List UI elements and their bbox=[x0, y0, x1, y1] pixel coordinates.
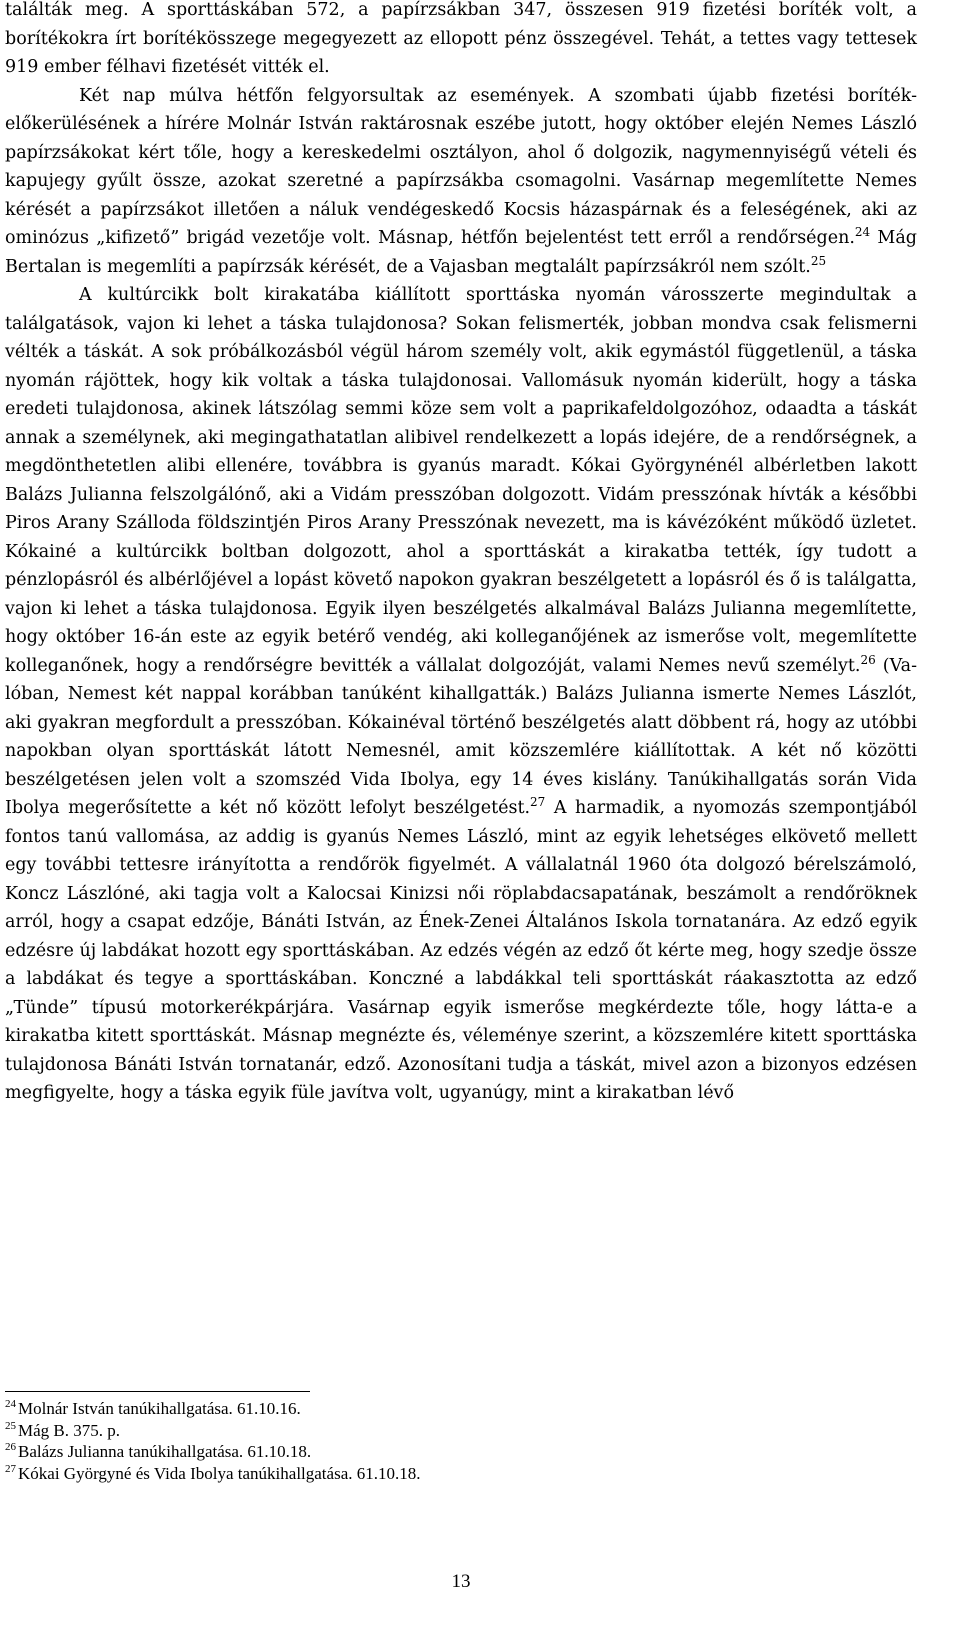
footnote-text: Balázs Julianna tanúkihallgatása. 61.10.18. bbox=[18, 1442, 312, 1461]
paragraph-text: A harmadik, a nyomozás szempontjából fontos tanú vallomása, az addig is gyanús Nemes László, mint az egyik lehetséges elkövető mellett egy további tettesre irányította a rendőrök figyelmét. A vállalatnál 1960 óta dolgozó bérelszámoló, Koncz Lászlóné, aki tagja volt a Kalocsai Kinizsi női röplabdacsapatának, beszámolt a rendőröknek arról, hogy a csapat edzője, Bánáti István, az Ének-Zenei Általános Iskola tornatanára. Az edző egyik edzésre új labdákat hozott egy sporttáskában. Az edzés végén az edző őt kérte meg, hogy szedje össze a labdákat és tegye a sporttáskában. Konczné a labdákkal teli sporttáskát ráakasztotta az edző „Tünde” típusú motorkerékpárjára. Vasárnap egyik ismerőse megkérdezte tőle, hogy látta-e a kirakatba kitett sporttáskát. Másnap megnézte és, véleménye szerint, a közszemlére kitett sporttáska tulajdonosa Bánáti István tornatanár, edző. Azonosítani tudja a táskát, mivel azon a bizonyos edzésen megfigyelte, hogy a táska egyik füle javítva volt, ugyanúgy, mint a kirakatban lévő bbox=[5, 798, 917, 1103]
body-text bbox=[5, 0, 917, 1108]
footnote-text: Molnár István tanúkihallgatása. 61.10.16. bbox=[18, 1399, 301, 1418]
footnote bbox=[5, 1463, 917, 1485]
footnote-reference[interactable]: 25 bbox=[810, 253, 827, 268]
footnote-text: Mág B. 375. p. bbox=[18, 1420, 120, 1440]
footnote-divider bbox=[5, 1391, 310, 1392]
paragraph-continuation bbox=[5, 0, 917, 82]
footnote-reference[interactable]: 26 bbox=[860, 652, 876, 667]
page-number: 13 bbox=[451, 1571, 471, 1592]
footnote-text: Kókai Györgyné és Vida Ibolya tanúkihallgatása. 61.10.18. bbox=[18, 1463, 421, 1483]
footnote-number: 27 bbox=[5, 1462, 16, 1475]
paragraph bbox=[5, 281, 917, 1108]
paragraph-text: Két nap múlva hétfőn felgyorsultak az események. A szombati újabb fizetési boríték-előkerülésének a hírére Molnár István raktárosnak eszébe jutott, hogy október elején Nemes László papírzsákokat kért tőle, hogy a kereskedelmi osztályon, ahol ő dolgozik, nagymennyiségű vételi és kapujegy gyűlt össze, azokat szeretné a papírzsákba csomagolni. Vasárnap megemlítette Nemes kérését a papírzsákot illetően a náluk vendégeskedő Kocsis házaspárnak és a feleségének, aki az ominózus „kifizető” brigád vezetője volt. Másnap, hétfőn bejelentést tett erről a rendőrségen. bbox=[5, 85, 917, 248]
footnote bbox=[5, 1398, 917, 1420]
footnote bbox=[5, 1420, 917, 1442]
footnote-number: 26 bbox=[5, 1441, 16, 1453]
paragraph-text: Mág Bertalan is megemlíti a papírzsák kérését, de a Vajasban megtalált papírzsákról nem szólt. bbox=[5, 228, 917, 277]
footnote-number: 25 bbox=[5, 1419, 16, 1432]
paragraph-text: (Valóban, Nemest két nappal korábban tanúként kihallgatták.) Balázs Julianna ismerte Nemes Lászlót, aki gyakran megfordult a presszóban. Kókainéval történő beszélgetés alatt döbbent rá, hogy az utóbbi napokban olyan sporttáskát látott Nemesnél, amit közszemlére kiállítottak. A két nő közötti beszélgetésen jelen volt a szomszéd Vida Ibolya, egy 14 éves kislány. Tanúkihallgatás során Vida Ibolya megerősítette a két nő között lefolyt beszélgetést. bbox=[5, 655, 917, 818]
footnote bbox=[5, 1441, 917, 1463]
footnote-reference[interactable]: 24 bbox=[854, 225, 871, 239]
document-page bbox=[5, 0, 917, 1640]
footnotes bbox=[5, 1398, 917, 1484]
paragraph-text: találták meg. A sporttáskában 572, a papírzsákban 347, összesen 919 fizetési boríték volt, a borítékokra írt borítékösszege megegyezett az ellopott pénz összegével. Tehát, a tettes vagy tettesek 919 ember félhavi fizetését vitték el. bbox=[5, 0, 917, 77]
paragraph-text: A kultúrcikk bolt kirakatába kiállított sporttáska nyomán városszerte megindultak a találgatások, vajon ki lehet a táska tulajdonosa? Sokan felismerték, jobban mondva csak felismerni vélték a táskát. A sok próbálkozásból végül három személy volt, akik egymástól függetlenül, a táska nyomán rájöttek, hogy kik voltak a táska tulajdonosai. Vallomásuk nyomán kiderült, hogy a táska eredeti tulajdonosa, akinek látszólag semmi köze sem volt a paprikafeldolgozóhoz, odaadta a táskát annak a személynek, aki megingathatatlan alibivel rendelkezett a lopás idejére, de a rendőrségnek, a megdönthetetlen alibi ellenére, továbbra is gyanús maradt. Kókai Györgynénél albérletben lakott Balázs Julianna felszolgálónő, aki a Vidám presszóban dolgozott. Vidám presszónak hívták a későbbi Piros Arany Szálloda földszintjén Piros Arany Presszónak nevezett, ma is kávézóként működő üzletet. Kókainé a kultúrcikk boltban dolgozott, ahol a sporttáskát a kirakatba tették, így tudott a pénzlopásról és albérlőjével a lopást követő napokon gyakran beszélgetett a lopásról és ő is találgatta, vajon ki lehet a táska tulajdonosa. Egyik ilyen beszélgetés alkalmával Balázs Julianna megemlítette, hogy október 16-án este az egyik betérő vendég, aki kolleganőjének az ismerőse volt, megemlítette kolleganőnek, hogy a rendőrségre bevitték a vállalat dolgozóját, valami Nemes nevű személyt. bbox=[5, 285, 917, 676]
footnote-reference[interactable]: 27 bbox=[530, 795, 546, 809]
footnote-number: 24 bbox=[5, 1398, 16, 1410]
paragraph bbox=[5, 82, 917, 282]
